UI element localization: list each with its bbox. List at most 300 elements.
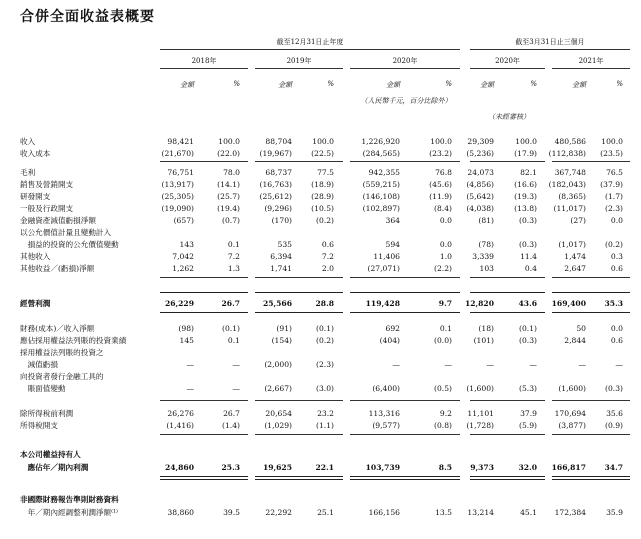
amount-cell: 172,384 bbox=[554, 508, 586, 517]
subtotal-rule bbox=[470, 277, 545, 278]
amount-cell: 143 bbox=[179, 240, 194, 249]
table-row bbox=[0, 507, 641, 519]
table-row bbox=[0, 408, 641, 420]
amount-cell: (284,565) bbox=[362, 149, 400, 158]
row-label: 損益的投資的公允價值變動 bbox=[20, 240, 119, 249]
table-row bbox=[0, 251, 641, 263]
subtotal-rule bbox=[350, 277, 460, 278]
subtotal-rule bbox=[350, 312, 460, 313]
pct-cell: 0.6 bbox=[610, 336, 623, 345]
pct-cell: (28.9) bbox=[311, 192, 334, 201]
amount-cell: (4,856) bbox=[466, 180, 494, 189]
quarter-group-rule bbox=[470, 49, 630, 50]
pct-cell: (0.3) bbox=[518, 240, 537, 249]
amount-cell: 7,042 bbox=[172, 252, 194, 261]
amount-cell: — bbox=[186, 360, 194, 369]
pct-cell: (3.0) bbox=[315, 384, 334, 393]
amount-cell: (78) bbox=[478, 240, 494, 249]
pct-cell: (5.3) bbox=[518, 384, 537, 393]
subtotal-rule bbox=[255, 400, 343, 401]
amount-cell: (9,296) bbox=[264, 204, 292, 213]
subtotal-rule bbox=[470, 161, 545, 162]
pct-cell: — bbox=[529, 360, 537, 369]
amount-cell: (102,897) bbox=[362, 204, 400, 213]
pct-cell: (22.0) bbox=[217, 149, 240, 158]
row-label: 其他收益／(虧損)淨額 bbox=[20, 264, 95, 273]
subtotal-rule bbox=[350, 479, 460, 480]
pct-cell: 32.0 bbox=[518, 463, 537, 472]
amount-cell: 76,751 bbox=[167, 168, 194, 177]
subtotal-rule bbox=[470, 479, 545, 480]
subtotal-rule bbox=[350, 434, 460, 435]
subtotal-rule bbox=[160, 479, 248, 480]
year-group-rule bbox=[160, 49, 460, 50]
amount-cell: (170) bbox=[271, 216, 292, 225]
pct-col-header: % bbox=[233, 80, 240, 88]
amount-cell: 12,820 bbox=[464, 299, 494, 308]
amount-cell: (154) bbox=[271, 336, 292, 345]
pct-cell: (37.9) bbox=[600, 180, 623, 189]
amount-cell: (146,108) bbox=[362, 192, 400, 201]
table-row bbox=[0, 167, 641, 179]
subtotal-rule bbox=[160, 476, 248, 477]
year-group-header: 截至12月31日止年度 bbox=[276, 38, 344, 46]
table-row bbox=[0, 136, 641, 148]
pct-cell: (0.1) bbox=[315, 324, 334, 333]
row-label: 賬面值變動 bbox=[20, 384, 66, 393]
pct-cell: 0.6 bbox=[610, 264, 623, 273]
subtotal-rule bbox=[255, 479, 343, 480]
amount-cell: 26,229 bbox=[164, 299, 194, 308]
pct-cell: 1.0 bbox=[439, 252, 452, 261]
amount-cell: (27) bbox=[570, 216, 586, 225]
amount-cell: 145 bbox=[179, 336, 194, 345]
pct-cell: 7.2 bbox=[227, 252, 240, 261]
amount-col-header: 金額 bbox=[386, 81, 400, 89]
amount-cell: (98) bbox=[178, 324, 194, 333]
pct-cell: (45.6) bbox=[429, 180, 452, 189]
amount-cell: 13,214 bbox=[467, 508, 494, 517]
amount-cell: 6,394 bbox=[270, 252, 292, 261]
subtotal-rule bbox=[160, 312, 248, 313]
amount-cell: 24,073 bbox=[467, 168, 494, 177]
row-label: 銷售及營銷開支 bbox=[20, 180, 74, 189]
table-row bbox=[0, 449, 641, 461]
pct-cell: 13.5 bbox=[435, 508, 452, 517]
table-row bbox=[0, 347, 641, 359]
pct-cell: (2.2) bbox=[433, 264, 452, 273]
amount-col-header: 金額 bbox=[480, 81, 494, 89]
amount-cell: (81) bbox=[478, 216, 494, 225]
pct-cell: 0.1 bbox=[227, 240, 240, 249]
table-row bbox=[0, 462, 641, 474]
amount-cell: (559,215) bbox=[362, 180, 400, 189]
amount-cell: (18) bbox=[478, 324, 494, 333]
amount-cell: 594 bbox=[385, 240, 400, 249]
pct-cell: (13.8) bbox=[514, 204, 537, 213]
subtotal-rule bbox=[470, 476, 545, 477]
year-2019-header: 2019年 bbox=[286, 57, 312, 65]
pct-cell: 9.7 bbox=[438, 299, 452, 308]
amount-cell: — bbox=[392, 360, 400, 369]
subtotal-rule bbox=[552, 312, 630, 313]
amount-cell: (1,600) bbox=[466, 384, 494, 393]
pct-cell: 0.0 bbox=[439, 216, 452, 225]
amount-cell: (5,642) bbox=[466, 192, 494, 201]
amount-cell: 11,406 bbox=[373, 252, 400, 261]
amount-cell: 1,226,920 bbox=[361, 137, 400, 146]
amount-cell: (91) bbox=[276, 324, 292, 333]
pct-cell: 82.1 bbox=[520, 168, 537, 177]
row-label: 收入 bbox=[20, 137, 36, 146]
amount-cell: (25,612) bbox=[259, 192, 292, 201]
row-label: 收入成本 bbox=[20, 149, 51, 158]
pct-cell: 7.2 bbox=[321, 252, 334, 261]
subtotal-rule bbox=[350, 400, 460, 401]
amount-col-header: 金額 bbox=[180, 81, 194, 89]
pct-cell: 0.0 bbox=[610, 216, 623, 225]
table-row bbox=[0, 323, 641, 335]
row-label: 所得稅開支 bbox=[20, 421, 58, 430]
pct-cell: 43.6 bbox=[518, 299, 537, 308]
pct-cell: (16.6) bbox=[514, 180, 537, 189]
amount-cell: 24,860 bbox=[164, 463, 194, 472]
pct-cell: — bbox=[232, 360, 240, 369]
table-row bbox=[0, 148, 641, 160]
row-label: 財務(成本)／收入淨額 bbox=[20, 324, 95, 333]
amount-cell: (1,728) bbox=[466, 421, 494, 430]
amount-cell: (3,877) bbox=[558, 421, 586, 430]
pct-cell: (17.9) bbox=[514, 149, 537, 158]
pct-cell: (0.1) bbox=[518, 324, 537, 333]
pct-cell: (0.3) bbox=[518, 216, 537, 225]
amount-cell: 119,428 bbox=[365, 299, 400, 308]
page-title: 合併全面收益表概要 bbox=[20, 9, 155, 25]
table-row bbox=[0, 239, 641, 251]
unaudited-note: （未經審核） bbox=[488, 113, 530, 121]
row-label: 採用權益法列賬的投資之 bbox=[20, 348, 104, 357]
pct-cell: 22.1 bbox=[315, 463, 334, 472]
subtotal-rule bbox=[160, 277, 248, 278]
pct-cell: (1.4) bbox=[221, 421, 240, 430]
amount-cell: 25,566 bbox=[262, 299, 292, 308]
pct-col-header: % bbox=[530, 80, 537, 88]
amount-cell: (1,017) bbox=[558, 240, 586, 249]
year-2020-header: 2020年 bbox=[392, 57, 418, 65]
row-label: 應佔年／期內利潤 bbox=[20, 463, 89, 472]
row-label: 應佔採用權益法列賬的投資業績 bbox=[20, 336, 127, 345]
amount-cell: (1,416) bbox=[166, 421, 194, 430]
amount-cell: 88,704 bbox=[265, 137, 292, 146]
amount-cell: 942,355 bbox=[368, 168, 400, 177]
pct-cell: 26.7 bbox=[221, 299, 240, 308]
subtotal-rule bbox=[552, 161, 630, 162]
pct-cell: 0.1 bbox=[439, 324, 452, 333]
pct-cell: (22.5) bbox=[311, 149, 334, 158]
subtotal-rule bbox=[255, 312, 343, 313]
pct-cell: (25.7) bbox=[217, 192, 240, 201]
amount-cell: (11,017) bbox=[553, 204, 586, 213]
amount-cell: 535 bbox=[277, 240, 292, 249]
pct-cell: 0.0 bbox=[439, 240, 452, 249]
amount-col-header: 金額 bbox=[572, 81, 586, 89]
subtotal-rule bbox=[470, 400, 545, 401]
pct-cell: 100.0 bbox=[430, 137, 452, 146]
table-row bbox=[0, 335, 641, 347]
amount-cell: 26,276 bbox=[167, 409, 194, 418]
amount-cell: (16,763) bbox=[259, 180, 292, 189]
table-row bbox=[0, 227, 641, 239]
amount-cell: — bbox=[486, 360, 494, 369]
amount-cell: (5,236) bbox=[466, 149, 494, 158]
subtotal-rule bbox=[350, 292, 460, 293]
amount-cell: (19,090) bbox=[161, 204, 194, 213]
pct-cell: 76.8 bbox=[435, 168, 452, 177]
subtotal-rule bbox=[160, 434, 248, 435]
pct-cell: (0.5) bbox=[433, 384, 452, 393]
amount-cell: (21,670) bbox=[161, 149, 194, 158]
pct-cell: 100.0 bbox=[601, 137, 623, 146]
amount-cell: (8,365) bbox=[558, 192, 586, 201]
amount-cell: 19,625 bbox=[262, 463, 292, 472]
q-2021-header: 2021年 bbox=[578, 57, 604, 65]
subtotal-rule bbox=[160, 400, 248, 401]
table-row bbox=[0, 215, 641, 227]
pct-cell: (23.5) bbox=[600, 149, 623, 158]
amount-cell: (2,667) bbox=[264, 384, 292, 393]
table-row bbox=[0, 191, 641, 203]
table-row bbox=[0, 383, 641, 395]
pct-cell: (19.4) bbox=[217, 204, 240, 213]
pct-cell: 25.1 bbox=[317, 508, 334, 517]
pct-cell: 35.9 bbox=[606, 508, 623, 517]
pct-cell: (23.2) bbox=[429, 149, 452, 158]
amount-cell: 20,654 bbox=[265, 409, 292, 418]
row-label: 金融資產減值虧損淨額 bbox=[20, 216, 96, 225]
row-label: 經營利潤 bbox=[20, 299, 51, 308]
pct-col-header: % bbox=[445, 80, 452, 88]
pct-cell: (0.2) bbox=[315, 336, 334, 345]
amount-cell: 2,647 bbox=[564, 264, 586, 273]
subtotal-rule bbox=[552, 277, 630, 278]
row-label: 本公司權益持有人 bbox=[20, 450, 81, 459]
amount-cell: 1,474 bbox=[564, 252, 586, 261]
table-row bbox=[0, 263, 641, 275]
amount-cell: 1,262 bbox=[172, 264, 194, 273]
row-label: 研發開支 bbox=[20, 192, 51, 201]
subtotal-rule bbox=[255, 161, 343, 162]
amount-cell: 98,421 bbox=[167, 137, 194, 146]
subtotal-rule bbox=[470, 312, 545, 313]
subtotal-rule bbox=[255, 277, 343, 278]
pct-cell: 0.0 bbox=[610, 324, 623, 333]
subtotal-rule bbox=[552, 479, 630, 480]
amount-cell: 103,739 bbox=[365, 463, 400, 472]
col-rule-2020 bbox=[350, 68, 460, 69]
amount-cell: 22,292 bbox=[265, 508, 292, 517]
table-row bbox=[0, 494, 641, 506]
pct-cell: — bbox=[444, 360, 452, 369]
amount-cell: (182,043) bbox=[548, 180, 586, 189]
amount-cell: 1,741 bbox=[270, 264, 292, 273]
pct-cell: (0.8) bbox=[433, 421, 452, 430]
pct-cell: (8.4) bbox=[433, 204, 452, 213]
table-row bbox=[0, 179, 641, 191]
pct-cell: 26.7 bbox=[223, 409, 240, 418]
amount-cell: 692 bbox=[385, 324, 400, 333]
pct-cell: 76.5 bbox=[606, 168, 623, 177]
subtotal-rule bbox=[350, 476, 460, 477]
col-rule-q2020 bbox=[470, 68, 545, 69]
amount-cell: (2,000) bbox=[264, 360, 292, 369]
amount-cell: 29,309 bbox=[467, 137, 494, 146]
amount-cell: (25,305) bbox=[161, 192, 194, 201]
pct-cell: (0.1) bbox=[221, 324, 240, 333]
pct-cell: (14.1) bbox=[217, 180, 240, 189]
pct-cell: (0.0) bbox=[433, 336, 452, 345]
subtotal-rule bbox=[470, 434, 545, 435]
amount-cell: (19,967) bbox=[259, 149, 292, 158]
row-label: 非國際財務報告準則財務資料 bbox=[20, 495, 119, 504]
pct-cell: 0.4 bbox=[524, 264, 537, 273]
subtotal-rule bbox=[350, 161, 460, 162]
subtotal-rule bbox=[160, 161, 248, 162]
pct-cell: 0.1 bbox=[227, 336, 240, 345]
subtotal-rule bbox=[160, 292, 248, 293]
table-row bbox=[0, 359, 641, 371]
amount-cell: 50 bbox=[576, 324, 586, 333]
pct-cell: (0.7) bbox=[221, 216, 240, 225]
pct-cell: 39.5 bbox=[223, 508, 240, 517]
subtotal-rule bbox=[552, 434, 630, 435]
pct-cell: 100.0 bbox=[312, 137, 334, 146]
amount-cell: (657) bbox=[173, 216, 194, 225]
row-label: 一般及行政開支 bbox=[20, 204, 74, 213]
amount-cell: (404) bbox=[379, 336, 400, 345]
subtotal-rule bbox=[255, 476, 343, 477]
amount-cell: 68,737 bbox=[265, 168, 292, 177]
amount-cell: (9,577) bbox=[372, 421, 400, 430]
amount-cell: 3,339 bbox=[472, 252, 494, 261]
pct-cell: 35.6 bbox=[606, 409, 623, 418]
row-label: 年／期內經調整利潤淨額⁽¹⁾ bbox=[20, 508, 118, 517]
subtotal-rule bbox=[552, 400, 630, 401]
amount-cell: 11,101 bbox=[467, 409, 494, 418]
pct-cell: 78.0 bbox=[223, 168, 240, 177]
pct-cell: 77.5 bbox=[317, 168, 334, 177]
pct-cell: (11.9) bbox=[429, 192, 452, 201]
pct-cell: — bbox=[232, 384, 240, 393]
q-2020-header: 2020年 bbox=[495, 57, 520, 65]
pct-cell: (0.9) bbox=[604, 421, 623, 430]
pct-cell: 0.6 bbox=[321, 240, 334, 249]
pct-col-header: % bbox=[327, 80, 334, 88]
pct-cell: 1.3 bbox=[227, 264, 240, 273]
pct-cell: 37.9 bbox=[520, 409, 537, 418]
pct-cell: 100.0 bbox=[218, 137, 240, 146]
table-row bbox=[0, 420, 641, 432]
subtotal-rule bbox=[470, 292, 545, 293]
pct-cell: (19.3) bbox=[514, 192, 537, 201]
col-rule-2018 bbox=[160, 68, 248, 69]
pct-cell: (10.5) bbox=[311, 204, 334, 213]
table-row bbox=[0, 371, 641, 383]
amount-cell: (112,838) bbox=[548, 149, 586, 158]
row-label: 除所得稅前利潤 bbox=[20, 409, 74, 418]
pct-cell: 8.5 bbox=[438, 463, 452, 472]
amount-col-header: 金額 bbox=[278, 81, 292, 89]
pct-cell: (1.1) bbox=[315, 421, 334, 430]
subtotal-rule bbox=[552, 476, 630, 477]
pct-cell: 25.3 bbox=[221, 463, 240, 472]
amount-cell: (27,071) bbox=[367, 264, 400, 273]
amount-cell: (13,917) bbox=[161, 180, 194, 189]
pct-cell: 11.4 bbox=[520, 252, 537, 261]
table-row bbox=[0, 298, 641, 310]
amount-cell: 113,316 bbox=[368, 409, 400, 418]
amount-cell: 166,817 bbox=[551, 463, 586, 472]
amount-cell: (6,400) bbox=[372, 384, 400, 393]
pct-cell: (0.2) bbox=[315, 216, 334, 225]
row-label: 以公允價值計量且變動計入 bbox=[20, 228, 112, 237]
row-label: 減值虧損 bbox=[20, 360, 58, 369]
subtotal-rule bbox=[255, 434, 343, 435]
currency-note: （人民幣千元，百分比除外） bbox=[360, 97, 452, 105]
pct-cell: 2.0 bbox=[321, 264, 334, 273]
col-rule-q2021 bbox=[552, 68, 630, 69]
amount-cell: 480,586 bbox=[554, 137, 586, 146]
amount-cell: (101) bbox=[473, 336, 494, 345]
row-label: 其他收入 bbox=[20, 252, 51, 261]
amount-cell: (1,600) bbox=[558, 384, 586, 393]
row-label: 毛利 bbox=[20, 168, 36, 177]
year-2018-header: 2018年 bbox=[191, 57, 217, 65]
row-label: 向投資者發行金融工具的 bbox=[20, 372, 104, 381]
quarter-group-header: 截至3月31日止三個月 bbox=[515, 38, 585, 46]
amount-cell: 170,694 bbox=[554, 409, 586, 418]
pct-cell: 23.2 bbox=[317, 409, 334, 418]
amount-cell: (1,029) bbox=[264, 421, 292, 430]
pct-cell: 35.3 bbox=[604, 299, 623, 308]
amount-cell: 169,400 bbox=[551, 299, 586, 308]
pct-cell: (18.9) bbox=[311, 180, 334, 189]
pct-cell: (2.3) bbox=[315, 360, 334, 369]
pct-cell: — bbox=[615, 360, 623, 369]
subtotal-rule bbox=[552, 292, 630, 293]
pct-cell: (5.9) bbox=[518, 421, 537, 430]
amount-cell: 9,373 bbox=[470, 463, 494, 472]
pct-cell: (0.3) bbox=[518, 336, 537, 345]
pct-cell: 100.0 bbox=[515, 137, 537, 146]
pct-cell: 9.2 bbox=[439, 409, 452, 418]
pct-cell: (0.2) bbox=[604, 240, 623, 249]
amount-cell: 38,860 bbox=[167, 508, 194, 517]
pct-cell: 34.7 bbox=[604, 463, 623, 472]
table-row bbox=[0, 203, 641, 215]
pct-cell: 28.8 bbox=[315, 299, 334, 308]
amount-cell: (4,038) bbox=[466, 204, 494, 213]
pct-cell: (0.3) bbox=[604, 384, 623, 393]
amount-cell: 2,844 bbox=[564, 336, 586, 345]
subtotal-rule bbox=[255, 292, 343, 293]
pct-cell: 0.3 bbox=[610, 252, 623, 261]
col-rule-2019 bbox=[255, 68, 343, 69]
pct-cell: (1.7) bbox=[604, 192, 623, 201]
pct-col-header: % bbox=[616, 80, 623, 88]
amount-cell: — bbox=[578, 360, 586, 369]
amount-cell: 367,748 bbox=[554, 168, 586, 177]
amount-cell: 103 bbox=[479, 264, 494, 273]
